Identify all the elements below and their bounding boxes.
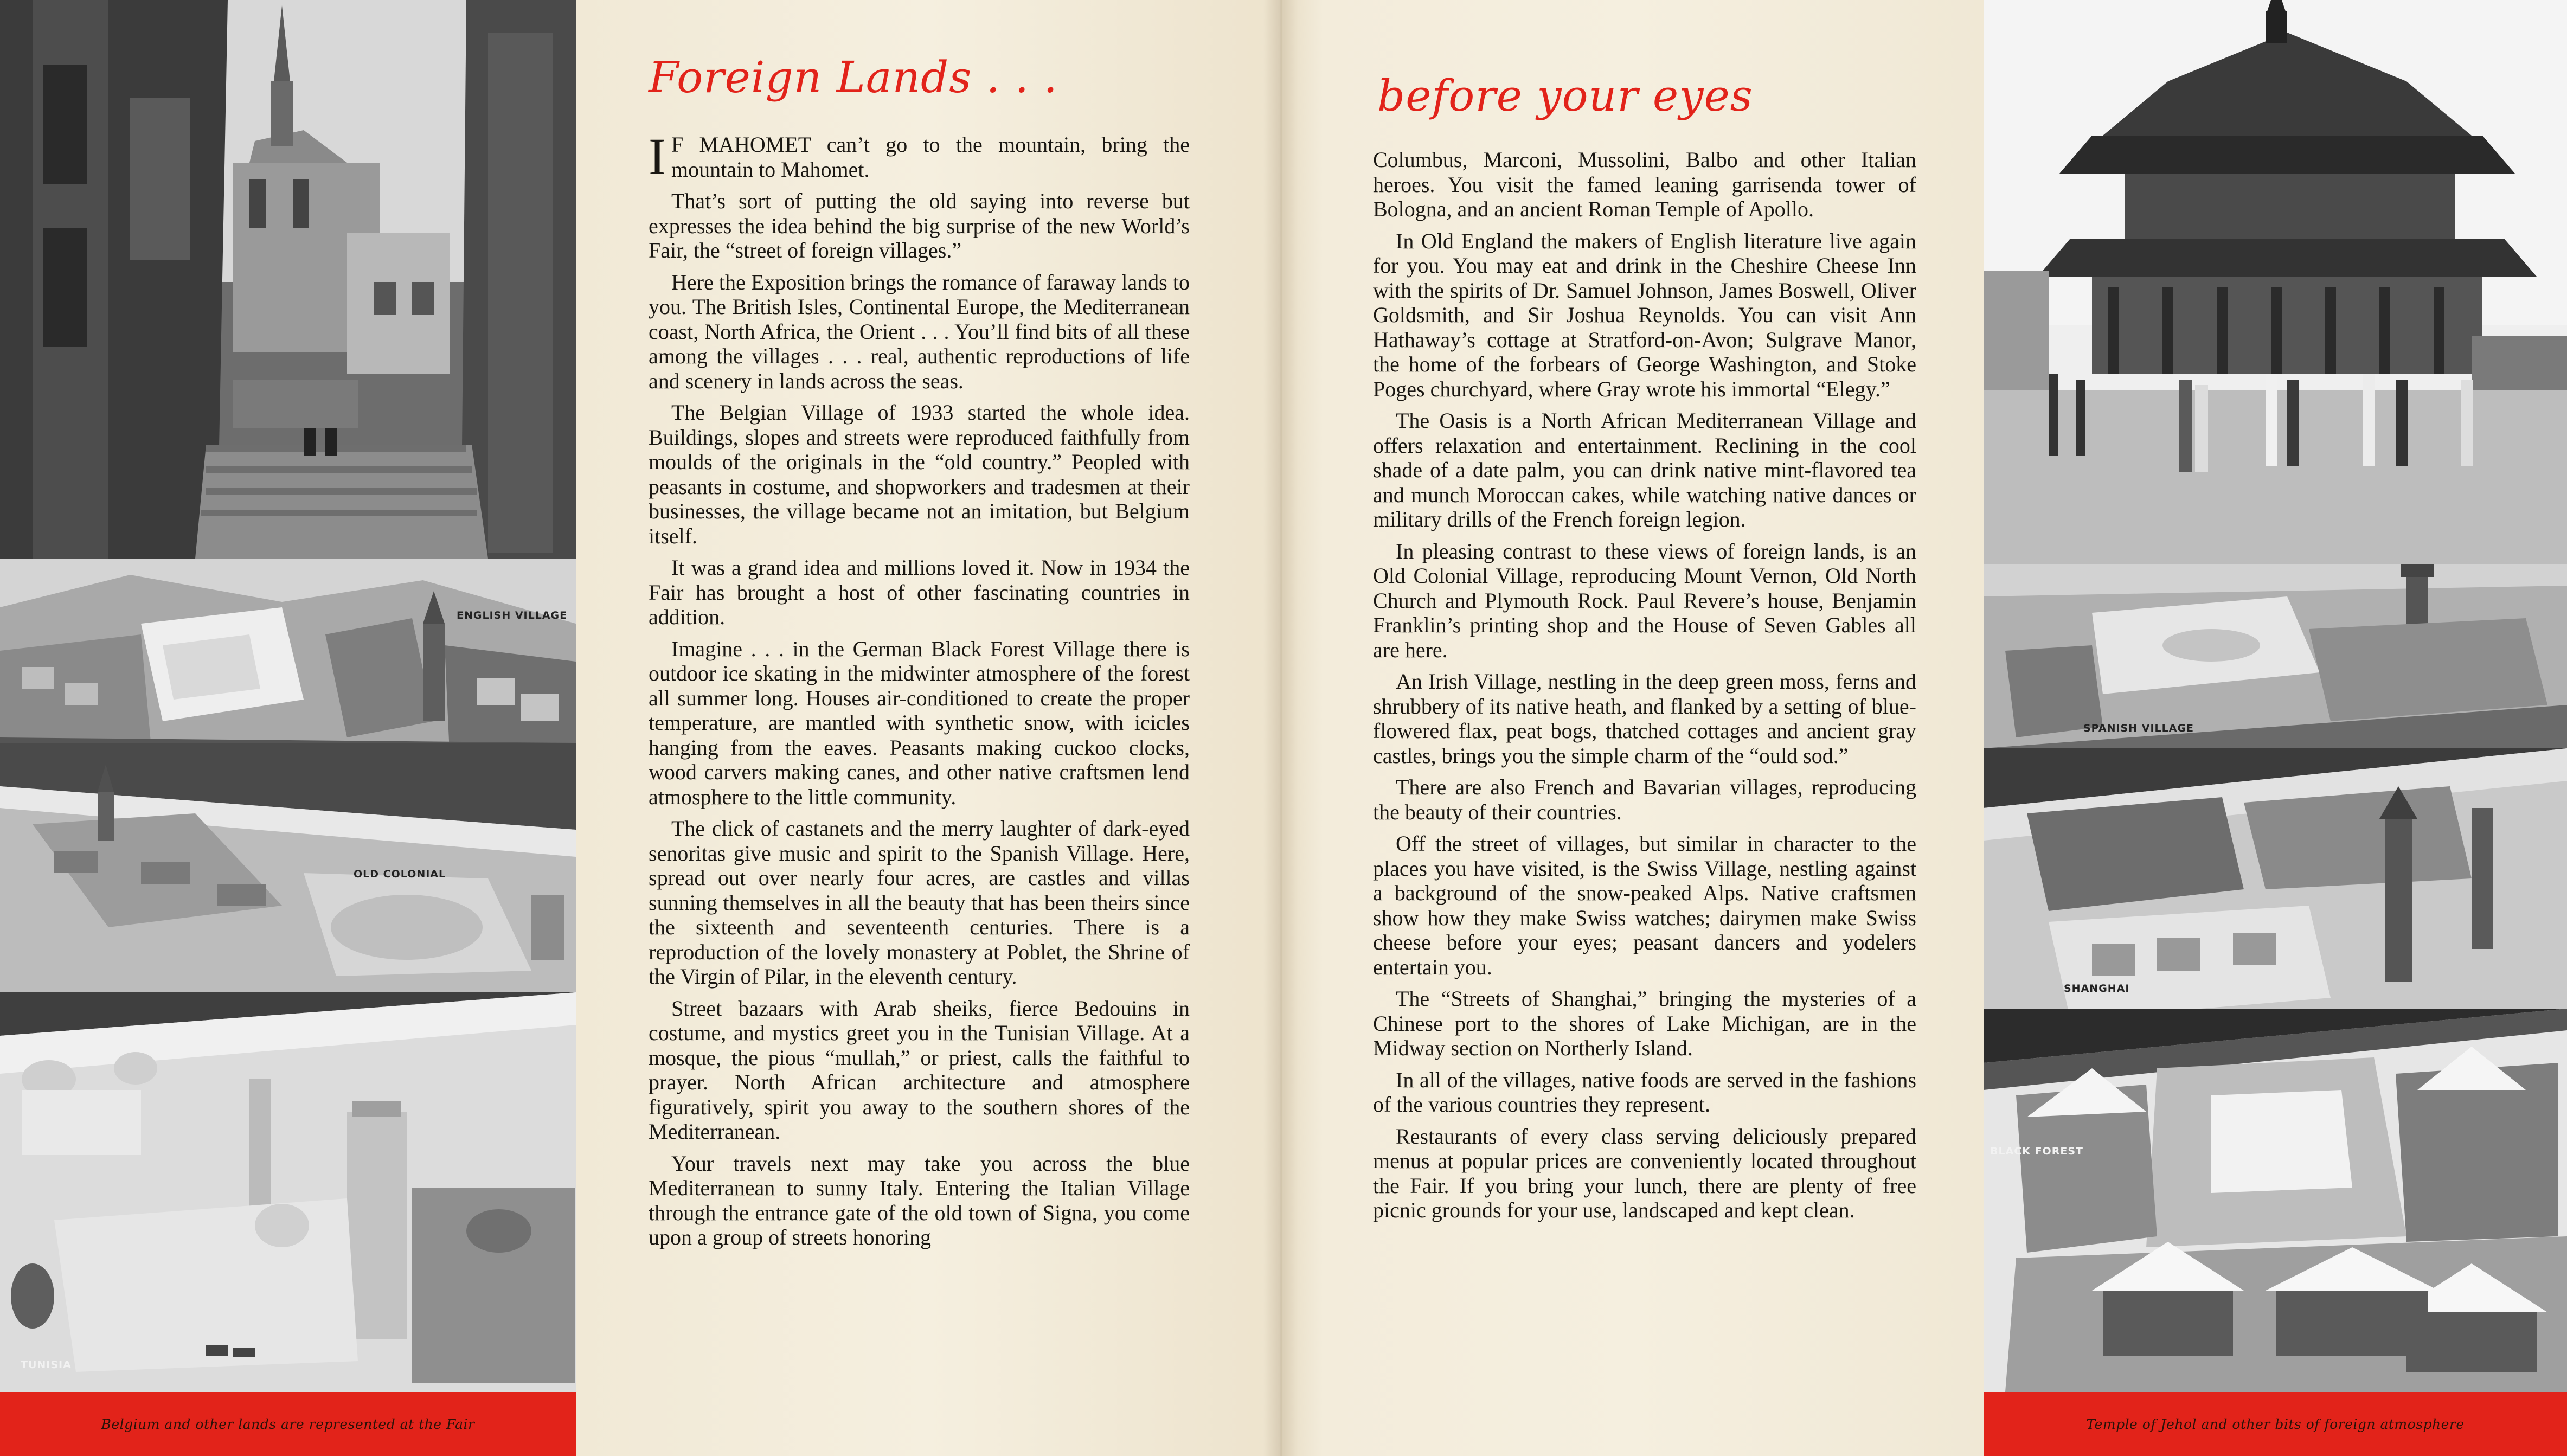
dropcap: I <box>649 127 666 185</box>
left-paragraph-6: Imagine . . . in the German Black Forest Village there is outdoor ice skating in the midwinter atmosphere of the forest all summer long. Houses air-conditioned to create the proper temperature, are mantled with synthetic snow, with icicles hanging from the eaves. Peasants making cuckoo clocks, wood carvers making canes, and other native craftsmen lend atmosphere to the little community. <box>649 636 1190 809</box>
right-paragraph-2: In Old England the makers of English literature live again for you. You may eat and drink in the Cheshire Cheese Inn with the spirits of Dr. Samuel Johnson, James Boswell, Oliver Goldsmith, and Sir Joshua Reynolds. You can visit Ann Hathaway’s cottage at Stratford-on-Avon; Sulgrave Manor, the home of the forbears of George Washington, and Stoke Poges churchyard, where Gray wrote his immortal “Elegy.” <box>1373 228 1916 401</box>
left-photo-column <box>0 0 576 1456</box>
temple-of-jehol-photo <box>1984 0 2567 564</box>
black-forest-label: BLACK FOREST <box>1990 1145 2083 1157</box>
old-colonial-label: OLD COLONIAL <box>354 868 446 880</box>
right-paragraph-9: In all of the villages, native foods are served in the fashions of the various countries they represent. <box>1373 1067 1916 1117</box>
right-caption-band <box>1984 1392 2567 1456</box>
left-paragraph-4: The Belgian Village of 1933 started the whole idea. Buildings, slopes and streets were reproduced faithfully from moulds of the originals in the “old country.” Peopled with peasants in costume, and shopworkers and tradesmen at their businesses, the village became not an imitation, but Belgium itself. <box>649 400 1190 548</box>
tunisia-label: TUNISIA <box>21 1359 72 1371</box>
shanghai-illustration <box>1984 748 2567 1041</box>
right-page-title: before your eyes <box>1377 70 1753 121</box>
right-paragraph-6: There are also French and Bavarian villages, reproducing the beauty of their countries. <box>1373 775 1916 824</box>
right-paragraph-4: In pleasing contrast to these views of foreign lands, is an Old Colonial Village, reproducing Mount Vernon, Old North Church and Plymouth Rock. Paul Revere’s house, Benjamin Franklin’s printing shop and the House of Seven Gables all are here. <box>1373 538 1916 662</box>
left-caption: Belgium and other lands are represented at the Fair <box>101 1416 475 1432</box>
left-paragraph-2: That’s sort of putting the old saying into reverse but expresses the idea behind the big surprise of the new World’s Fair, the “street of foreign villages.” <box>649 189 1190 262</box>
right-paragraph-3: The Oasis is a North African Mediterranean Village and offers relaxation and entertainment. Reclining in the cool shade of a date palm, you can drink native mint-flavored tea and munch Moroccan cakes, while watching native dances or military drills of the French foreign legion. <box>1373 408 1916 531</box>
tunisia-illustration <box>0 992 576 1392</box>
left-page-title: Foreign Lands . . . <box>649 52 1058 102</box>
old-colonial-illustration <box>0 743 576 992</box>
left-text-column <box>649 127 1190 1257</box>
left-paragraph-8: Street bazaars with Arab sheiks, fierce Bedouins in costume, and mystics greet you in the Tunisian Village. At a mosque, the pious “mullah,” or priest, calls the faithful to prayer. North African architecture and atmosphere figuratively, spirit you away to the southern shores of the Mediterranean. <box>649 996 1190 1144</box>
page-gutter <box>1263 0 1298 1456</box>
right-paragraph-1: Columbus, Marconi, Mussolini, Balbo and other Italian heroes. You visit the famed leaning garrisenda tower of Bologna, and an ancient Roman Temple of Apollo. <box>1373 147 1916 221</box>
left-paragraph-5: It was a grand idea and millions loved it. Now in 1934 the Fair has brought a host of other fascinating countries in addition. <box>649 555 1190 629</box>
right-photo-column <box>1984 0 2567 1456</box>
left-paragraph-3: Here the Exposition brings the romance of faraway lands to you. The British Isles, Continental Europe, the Mediterranean coast, North Africa, the Orient . . . You’ll find bits of all these among the villages . . . real, authentic reproductions of life and scenery in lands across the seas. <box>649 270 1190 393</box>
belgian-village-photo <box>0 0 576 559</box>
shanghai-label: SHANGHAI <box>2064 983 2130 995</box>
right-text-column <box>1373 147 1916 1230</box>
right-caption: Temple of Jehol and other bits of foreign atmosphere <box>2086 1416 2465 1432</box>
spanish-village-label: SPANISH VILLAGE <box>2083 722 2194 734</box>
english-village-label: ENGLISH VILLAGE <box>457 610 568 621</box>
right-paragraph-8: The “Streets of Shanghai,” bringing the mysteries of a Chinese port to the shores of Lake Michigan, are in the Midway section on Northerly Island. <box>1373 986 1916 1060</box>
left-paragraph-1: I F MAHOMET can’t go to the mountain, bring the mountain to Mahomet. <box>649 127 1190 185</box>
right-paragraph-5: An Irish Village, nestling in the deep green moss, ferns and shrubbery of its native heath, and flanked by a setting of blue-flowered flax, peat bogs, thatched cottages and ancient gray castles, brings you the simple charm of the “ould sod.” <box>1373 669 1916 768</box>
left-paragraph-9: Your travels next may take you across the blue Mediterranean to sunny Italy. Entering the Italian Village through the entrance gate of the old town of Signa, you come upon a group of streets honoring <box>649 1151 1190 1249</box>
right-paragraph-7: Off the street of villages, but similar in character to the places you have visited, is the Swiss Village, nestling against a background of the snow-peaked Alps. Native craftsmen show how they make Swiss watches; dairymen make Swiss cheese before your eyes; peasant dancers and yodelers entertain you. <box>1373 831 1916 979</box>
black-forest-illustration <box>1984 1009 2567 1392</box>
right-paragraph-10: Restaurants of every class serving deliciously prepared menus at popular prices are conveniently located throughout the Fair. If you bring your lunch, there are plenty of free picnic grounds for your use, landscaped and kept clean. <box>1373 1124 1916 1222</box>
left-paragraph-7: The click of castanets and the merry laughter of dark-eyed senoritas give music and spirit to the Spanish Village. Here, spread out over nearly four acres, are castles and villas sunning themselves in all the beauty that has been theirs since the sixteenth and seventeenth centuries. There is a reproduction of the lovely monastery at Poblet, the Shrine of the Virgin of Pilar, in the eleventh century. <box>649 816 1190 989</box>
left-caption-band <box>0 1392 576 1456</box>
